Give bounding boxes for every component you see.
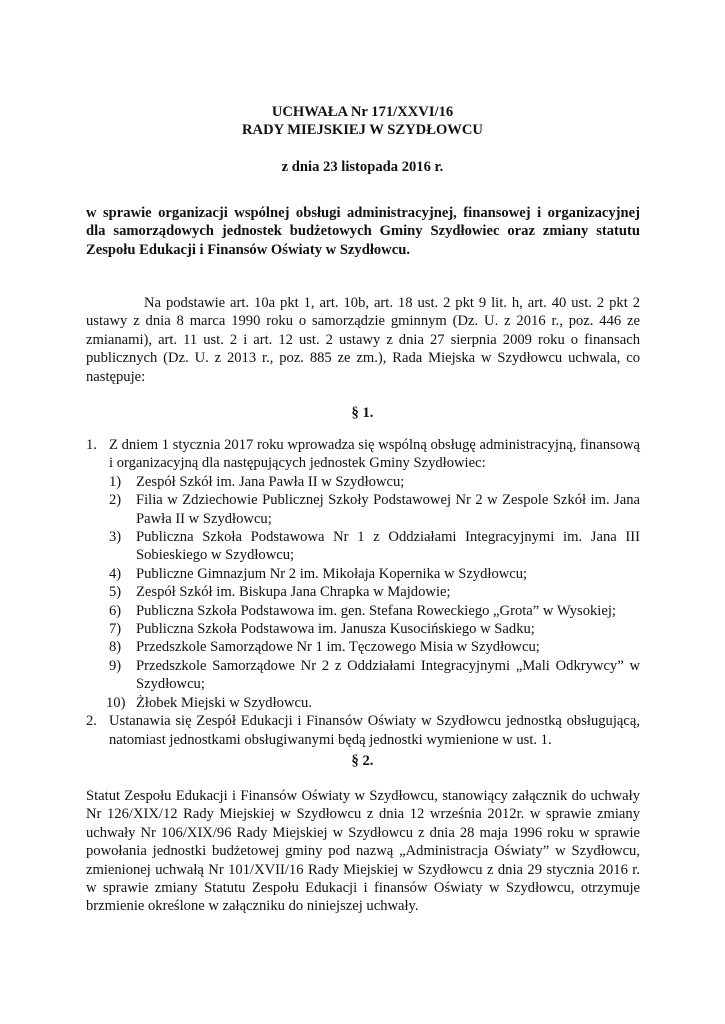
unit-item [109, 565, 640, 583]
unit-item [109, 620, 640, 638]
section-2-heading: § 2. [351, 753, 374, 769]
unit-item [109, 657, 640, 694]
unit-number: 8) [109, 639, 122, 656]
unit-item [109, 583, 640, 601]
unit-text: Zespół Szkół im. Jana Pawła II w Szydłowcu; [136, 473, 405, 490]
unit-item [109, 528, 640, 565]
resolution-date: z dnia 23 listopada 2016 r. [281, 159, 444, 175]
unit-number: 5) [109, 584, 122, 601]
unit-number: 4) [109, 565, 122, 582]
section-1-item-1 [86, 436, 640, 712]
resolution-number: UCHWAŁA Nr 171/XXVI/16 [271, 104, 454, 120]
unit-item [109, 602, 640, 620]
unit-item [106, 694, 640, 712]
unit-item [109, 491, 640, 528]
unit-number: 1) [109, 473, 122, 490]
item-number: 2. [86, 713, 97, 730]
item-number: 1. [86, 437, 97, 453]
unit-number: 9) [109, 657, 122, 674]
unit-text: Publiczna Szkoła Podstawowa Nr 1 z Oddziałami Integracyjnymi im. Jana III Sobieskiego w Szydłowcu; [136, 529, 640, 564]
unit-item [109, 638, 640, 656]
item-text: Z dniem 1 stycznia 2017 roku wprowadza się wspólną obsługę administracyjną, finansową i organizacyjną dla następujących jednostek Gminy Szydłowiec: [109, 437, 640, 472]
unit-text: Publiczna Szkoła Podstawowa im. Janusza Kusocińskiego w Sadku; [136, 621, 535, 638]
section-1-item-2 [86, 712, 640, 749]
section-1-list [86, 436, 640, 749]
unit-text: Publiczne Gimnazjum Nr 2 im. Mikołaja Kopernika w Szydłowcu; [136, 565, 528, 582]
unit-item [109, 473, 640, 491]
resolution-subject: w sprawie organizacji wspólnej obsługi administracyjnej, finansowej i organizacyjnej dla samorządowych jednostek budżetowych Gminy Szydłowiec oraz zmiany statutu Zespołu Edukacji i Finansów Oświaty w Szydłowcu. [86, 205, 640, 258]
unit-number: 3) [109, 529, 122, 546]
section-1-heading: § 1. [351, 405, 374, 421]
item-text: Ustanawia się Zespół Edukacji i Finansów Oświaty w Szydłowcu jednostką obsługującą, natomiast jednostkami obsługiwanymi będą jednostki wymienione w ust. 1. [109, 713, 640, 748]
unit-number: 10) [106, 694, 126, 711]
units-list [106, 473, 640, 712]
unit-number: 2) [109, 492, 122, 509]
unit-number: 6) [109, 602, 122, 619]
legal-basis-preamble: Na podstawie art. 10a pkt 1, art. 10b, art. 18 ust. 2 pkt 9 lit. h, art. 40 ust. 2 pkt 2 ustawy z dnia 8 marca 1990 roku o samorządzie gminnym (Dz. U. z 2016 r., poz. 446 ze zmianami), art. 11 ust. 2 i art. 12 ust. 2 ustawy z dnia 27 sierpnia 2009 roku o finansach publicznych (Dz. U. z 2013 r., poz. 885 ze zm.), Rada Miejska w Szydłowcu uchwala, co następuje: [86, 295, 640, 385]
section-2-text: Statut Zespołu Edukacji i Finansów Oświaty w Szydłowcu, stanowiący załącznik do uchwały Nr 126/XIX/12 Rady Miejskiej w Szydłowcu z dnia 12 września 2012r. w sprawie zmiany uchwały Nr 106/XIX/96 Rady Miejskiej w Szydłowcu z dnia 28 maja 1996 roku w sprawie powołania jednostki budżetowej gminy pod nazwą „Administracja Oświaty” w Szydłowcu, zmienionej uchwałą Nr 101/XVII/16 Rady Miejskiej w Szydłowcu z dnia 29 stycznia 2016 r. w sprawie zmiany Statutu Zespołu Edukacji i finansów Oświaty w Szydłowcu, otrzymuje brzmienie określone w załączniku do niniejszej uchwały. [86, 788, 640, 915]
council-name: RADY MIEJSKIEJ W SZYDŁOWCU [242, 122, 483, 138]
unit-text: Przedszkole Samorządowe Nr 2 z Oddziałami Integracyjnymi „Mali Odkrywcy” w Szydłowcu; [136, 657, 640, 693]
unit-text: Żłobek Miejski w Szydłowcu. [136, 694, 312, 711]
unit-text: Publiczna Szkoła Podstawowa im. gen. Stefana Roweckiego „Grota” w Wysokiej; [136, 602, 616, 619]
unit-number: 7) [109, 621, 122, 638]
unit-text: Filia w Zdziechowie Publicznej Szkoły Podstawowej Nr 2 w Zespole Szkół im. Jana Pawła II w Szydłowcu; [136, 492, 640, 527]
unit-text: Przedszkole Samorządowe Nr 1 im. Tęczowego Misia w Szydłowcu; [136, 639, 540, 656]
unit-text: Zespół Szkół im. Biskupa Jana Chrapka w Majdowie; [136, 584, 451, 601]
